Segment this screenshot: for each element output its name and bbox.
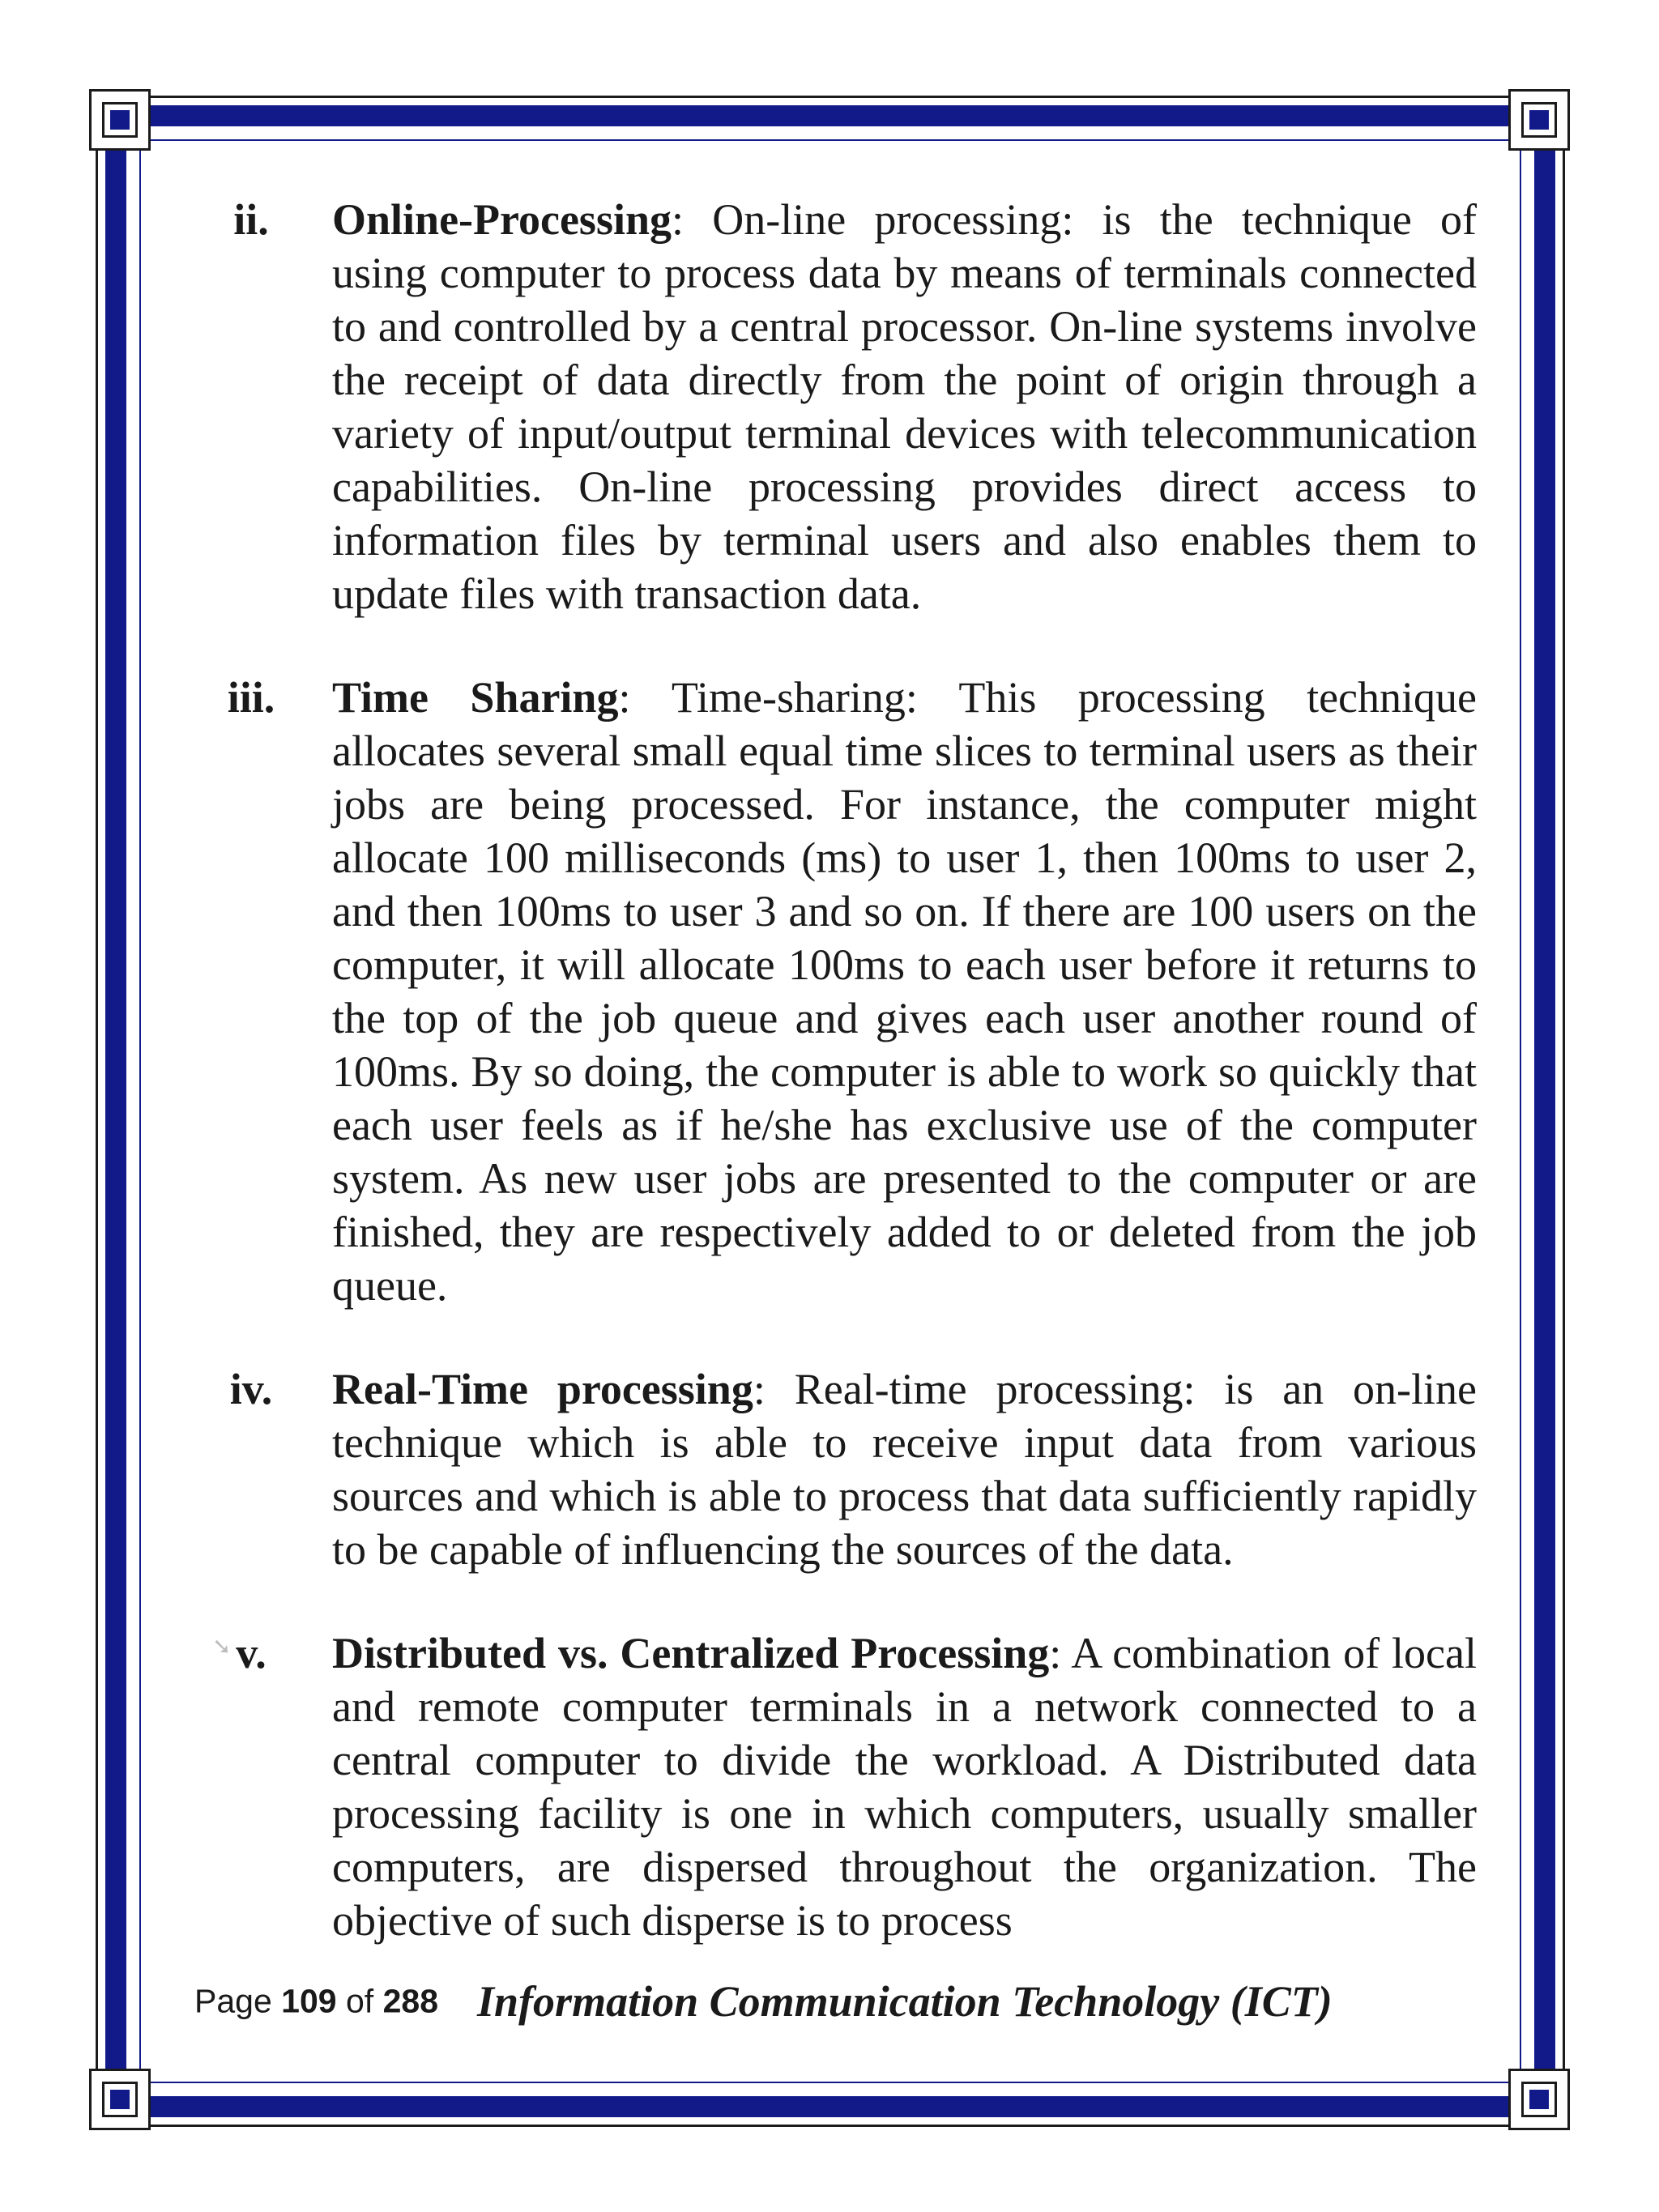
list-item-number: v.: [236, 1629, 267, 1677]
page-label: Page: [194, 1982, 272, 2020]
list-item-number: iv.: [229, 1365, 273, 1413]
corner-ornament-bottom-left: [89, 2069, 151, 2130]
page-number: 109: [281, 1982, 337, 2020]
list-item-time-sharing: [198, 671, 1478, 1312]
list-item-title: Distributed vs. Centralized Processing: [332, 1629, 1050, 1677]
list-item-number: iii.: [227, 673, 275, 722]
list-item-text: : A combination of local and remote computer terminals in a network connected to a central computer to divide the workload. A Distributed data processing facility is one in which computers, usually smaller computers, are dispersed throughout the organization. The objective of such disperse is to process: [332, 1629, 1477, 1945]
list-item-body: [332, 1362, 1477, 1576]
list-item-title: Real-Time processing: [332, 1365, 753, 1413]
list-item-online-processing: [198, 193, 1478, 620]
book-title: Information Communication Technology (ICT): [477, 1977, 1333, 2026]
list-item-body: [332, 193, 1477, 620]
page-footer: [194, 1976, 1491, 2041]
corner-ornament-top-left: [89, 89, 151, 151]
of-label: of: [346, 1982, 374, 2020]
corner-ornament-top-right: [1508, 89, 1570, 151]
document-body: [198, 193, 1478, 1997]
list-item-text: : Real-time processing: is an on-line technique which is able to receive input data from various sources and which is able to process that data sufficiently rapidly to be capable of influencing the sources of the data.: [332, 1365, 1477, 1574]
scan-artifact-mark: ➘: [212, 1633, 232, 1660]
list-item-text: : Time-sharing: This processing technique allocates several small equal time slices to terminal users as their jobs are being processed. For instance, the computer might allocate 100 milliseconds (ms) to user 1, then 100ms to user 2, and then 100ms to user 3 and so on. If there are 100 users on the computer, it will allocate 100ms to each user before it returns to the top of the job queue and gives each user another round of 100ms. By so doing, the computer is able to work so quickly that each user feels as if he/she has exclusive use of the computer system. As new user jobs are presented to the computer or are finished, they are respectively added to or deleted from the job queue.: [332, 673, 1477, 1310]
list-item-body: [332, 671, 1477, 1312]
list-item-body: [332, 1626, 1477, 1947]
list-item-title: Online-Processing: [332, 195, 672, 244]
page-counter: [194, 1983, 438, 2020]
list-item-text: : On-line processing: is the technique of using computer to process data by means of terminals connected to and controlled by a central processor. On-line systems involve the receipt of data directly from the point of origin through a variety of input/output terminal devices with telecommunication capabilities. On-line processing provides direct access to information files by terminal users and also enables them to update files with transaction data.: [332, 195, 1477, 618]
corner-ornament-bottom-right: [1508, 2069, 1570, 2130]
list-item-distributed-processing: [198, 1626, 1478, 1947]
list-item-number: ii.: [233, 195, 269, 244]
total-pages: 288: [382, 1982, 439, 2020]
list-item-real-time-processing: [198, 1362, 1478, 1576]
list-item-title: Time Sharing: [332, 673, 619, 722]
